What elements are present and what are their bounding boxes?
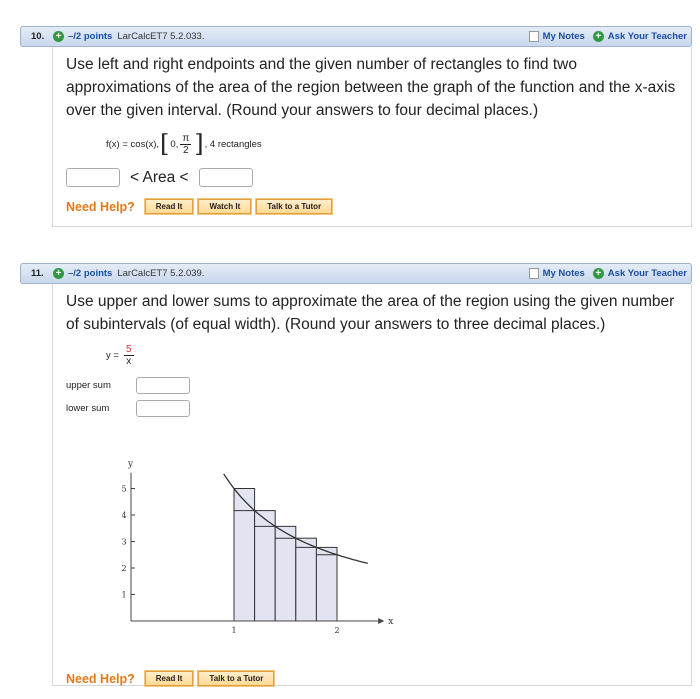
rectangles-group [234,489,337,622]
lower-sum-label: lower sum [66,403,110,414]
upper-sum-row [66,377,691,394]
y-tick-label: 2 [121,564,127,573]
question-number: 10. [31,31,45,42]
my-notes-button[interactable] [529,31,585,42]
y-tick-label: 5 [121,484,127,494]
expand-plus-icon[interactable]: + [53,31,64,42]
watch-it-button[interactable]: Watch It [198,199,251,214]
fraction-denominator: x [126,356,132,367]
upper-sum-label: upper sum [66,380,111,391]
fraction-numerator: π [182,132,190,144]
interval-end-fraction [180,133,191,156]
left-bracket: [ [160,130,170,158]
lower-area-input[interactable] [66,168,120,187]
area-inequality-label: < Area < [130,168,189,186]
question-number: 11. [31,268,44,279]
x-axis-arrow [378,618,384,624]
y-tick-label: 3 [121,537,127,547]
upper-area-input[interactable] [199,168,253,187]
my-notes-button[interactable] [529,268,585,279]
my-notes-label: My Notes [542,31,585,42]
ask-teacher-label: Ask Your Teacher [607,268,687,279]
plus-icon: + [593,31,604,42]
question-header [20,263,692,284]
source-label: LarCalcET7 5.2.039. [117,268,205,279]
need-help-label: Need Help? [66,671,135,686]
my-notes-label: My Notes [542,268,585,279]
ask-teacher-button[interactable] [593,31,687,42]
source-label: LarCalcET7 5.2.033. [117,31,205,42]
function-expression [66,132,691,156]
talk-to-tutor-button[interactable]: Talk to a Tutor [256,199,332,214]
lower-sum-input[interactable] [136,400,190,417]
points-label: –/2 points [68,268,113,279]
answer-row [66,168,691,187]
interval-start: 0, [170,138,179,150]
notepad-icon [529,31,539,42]
upper-rectangle [255,511,276,621]
help-row [66,199,691,214]
rectangle-count: , 4 rectangles [204,138,262,150]
equation-expression [66,344,691,367]
x-axis-label: x [388,617,394,627]
equation-lhs: y = [106,350,119,361]
function-text: f(x) = cos(x), [106,138,160,150]
y-tick-label: 4 [121,511,127,520]
x-tick-label: 1 [231,626,237,635]
question-prompt: Use left and right endpoints and the given number of rectangles to find two approximations of the area of the region between the graph of the function and the x-axis over the given interval. (Round your answers to four decimal places.) [66,56,676,119]
question-body [52,47,692,227]
ask-teacher-button[interactable] [593,268,687,279]
x-tick-label: 2 [334,626,340,635]
lower-sum-row [66,400,691,417]
question-header [20,26,692,47]
question-body [52,284,692,686]
talk-to-tutor-button[interactable]: Talk to a Tutor [198,671,274,686]
fraction-denominator: 2 [183,144,189,156]
y-axis-label: y [128,459,134,470]
right-bracket: ] [194,130,204,158]
question-10 [20,26,692,227]
help-row [66,671,279,686]
equation-fraction [124,344,134,367]
question-prompt: Use upper and lower sums to approximate the area of the region using the given number of subintervals (of equal width). (Round your answers to three decimal places.) [66,293,675,333]
riemann-sum-graph [121,459,421,649]
read-it-button[interactable]: Read It [145,671,194,686]
upper-rectangle [316,547,337,621]
y-tick-label: 1 [121,590,127,600]
read-it-button[interactable]: Read It [145,199,194,214]
plus-icon: + [593,268,604,279]
points-label: –/2 points [68,31,113,42]
upper-rectangle [275,526,296,621]
upper-sum-input[interactable] [136,377,190,394]
expand-plus-icon[interactable]: + [53,268,64,279]
upper-rectangle [296,538,317,621]
ask-teacher-label: Ask Your Teacher [607,31,687,42]
need-help-label: Need Help? [66,199,135,214]
notepad-icon [529,268,539,279]
fraction-numerator: 5 [125,344,132,355]
question-11 [20,263,692,686]
